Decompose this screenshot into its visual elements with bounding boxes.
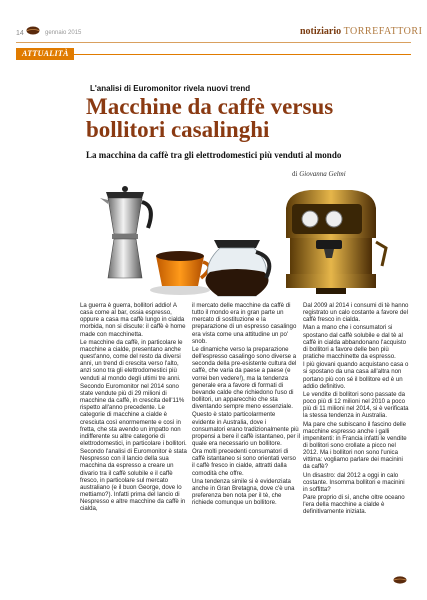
paragraph: I più giovani quando acquistano casa o si spostano da una casa all'altra non portano più con sé il bollitore ed è un addio definitivo. xyxy=(303,361,409,390)
byline-author: Giovanna Gelmi xyxy=(299,170,346,178)
page-header xyxy=(0,0,427,44)
paragraph: Ora molti precedenti consumatori di caffè istantaneo si sono orientati verso il caffè fresco in cialde, attratti dalla comodità che offre. xyxy=(192,448,296,477)
paragraph: Ma pare che subiscano il fascino delle macchine espresso anche i galli impenitenti: in Francia infatti le vendite di bollitori sono crollate a picco nel 2012. Ma i bollitori non sono l'unica vittima: vogliamo parlare dei macinini da caffè? xyxy=(303,420,407,471)
coffee-appliances-illustration xyxy=(90,178,390,302)
article-byline xyxy=(292,170,346,178)
section-label: ATTUALITÀ xyxy=(22,49,69,58)
coffee-bean-icon xyxy=(393,576,407,584)
paragraph: Le vendite di bollitori sono passate da poco più di 12 milioni nel 2010 a poco più di 11 milioni nel 2014, si è verificata la stessa tendenza in Australia. xyxy=(303,390,409,420)
section-tag xyxy=(16,48,74,60)
paragraph: Pare proprio di sì, anche oltre oceano l'era della macchine a cialde è definitivamente iniziata. xyxy=(303,494,405,516)
coffee-cup-icon xyxy=(150,251,210,295)
issue-date: gennaio 2015 xyxy=(45,30,82,36)
paragraph: Questo è stato particolarmente evidente in Australia, dove i consumatori erano tradizionalmente più propensi a bere il caffè istantaneo, per il quale era necessario un bollitore. xyxy=(192,411,300,447)
paragraph: Le macchine da caffè, in particolare le macchine a cialde, presentano anche quest'anno, come del resto da diversi anni, un trend di crescita verso l'alto, anzi sono tra gli elettrodomestici più venduti al mondo degli ultimi tre anni. xyxy=(80,338,183,382)
article-headline: Macchine da caffè versus bollitori casalinghi xyxy=(86,94,334,142)
paragraph: Secondo l'analisi di Euromonitor è stata Nespresso con il lancio della sua macchina da espresso a creare un divario tra il caffè solubile e il caffè fresco, in particolare sul mercato australiano (e il buon George, dove lo mettiamo?). Infatti prima del lancio di Nespresso e altre macchine da caffè in cialda, xyxy=(80,448,187,513)
paragraph: Secondo Euromonitor nel 2014 sono state vendute più di 29 milioni di macchine da caffè, in crescita dell'11% rispetto all'anno precedente. Le categorie di macchine a cialde è cresciuta così enormemente e così in fretta, che sta avendo un impatto non indifferente su altre categorie di elettrodomestici, in particolare i bollitori. xyxy=(80,382,187,447)
article-kicker: L'analisi di Euromonitor rivela nuovi trend xyxy=(90,84,251,93)
article-column-1 xyxy=(80,302,188,514)
paragraph: Dal 2009 al 2014 i consumi di tè hanno registrato un calo costante a favore del caffè fresco in cialda. xyxy=(303,302,409,324)
brand-name: notiziario xyxy=(300,26,342,37)
article-column-2 xyxy=(192,302,300,507)
paragraph: Man a mano che i consumatori si spostano dal caffè solubile e dal tè al caffè in cialda abbandonano l'acquisto di bollitori a favore delle ben più pratiche macchinette da espresso. xyxy=(303,324,407,361)
espresso-machine-icon xyxy=(286,190,386,294)
coffee-bean-icon xyxy=(26,26,40,35)
article-subhead: La macchina da caffè tra gli elettrodomestici più venduti al mondo xyxy=(86,150,342,160)
brand-subtitle: TORREFATTORI xyxy=(343,26,423,37)
paragraph: il mercato delle macchine da caffè di tutto il mondo era in gran parte un mercato di sostituzione e la preparazione di un espresso casalingo era vista come una attitudine un po' snob. xyxy=(192,302,297,345)
paragraph: Un disastro: dal 2012 a oggi in calo costante. Insomma bollitori e macinini in soffitta? xyxy=(303,471,405,493)
moka-pot-icon xyxy=(100,186,151,278)
publication-brand xyxy=(300,26,422,37)
page-number: 14 xyxy=(16,30,24,37)
paragraph: Una tendenza simile si è evidenziata anche in Gran Bretagna, dove c'è una preferenza ben nota per il tè, che richiede comunque un bollitore. xyxy=(192,477,295,507)
byline-prefix: di xyxy=(292,170,300,178)
header-divider xyxy=(16,42,411,43)
article-column-3 xyxy=(303,302,411,517)
section-divider xyxy=(74,54,411,55)
paragraph: Le dinamiche verso la preparazione dell'espresso casalingo sono diverse a seconda della pre-esistente cultura del caffè, che varia da paese a paese (e vorrei ben vedere!), ma la tendenza generale era a favore di formati di bevande calde che richiedono l'uso di bollitori, un apparecchio che sta diventando sempre meno essenziale. xyxy=(192,345,297,411)
paragraph: La guerra è guerra, bollitori addio! A casa come al bar, ossia espresso, oppure a casa ma caffè lungo in cialda morbida, non si discute: il caffè è home made con macchinetta. xyxy=(80,302,186,338)
glass-carafe-icon xyxy=(206,240,270,296)
